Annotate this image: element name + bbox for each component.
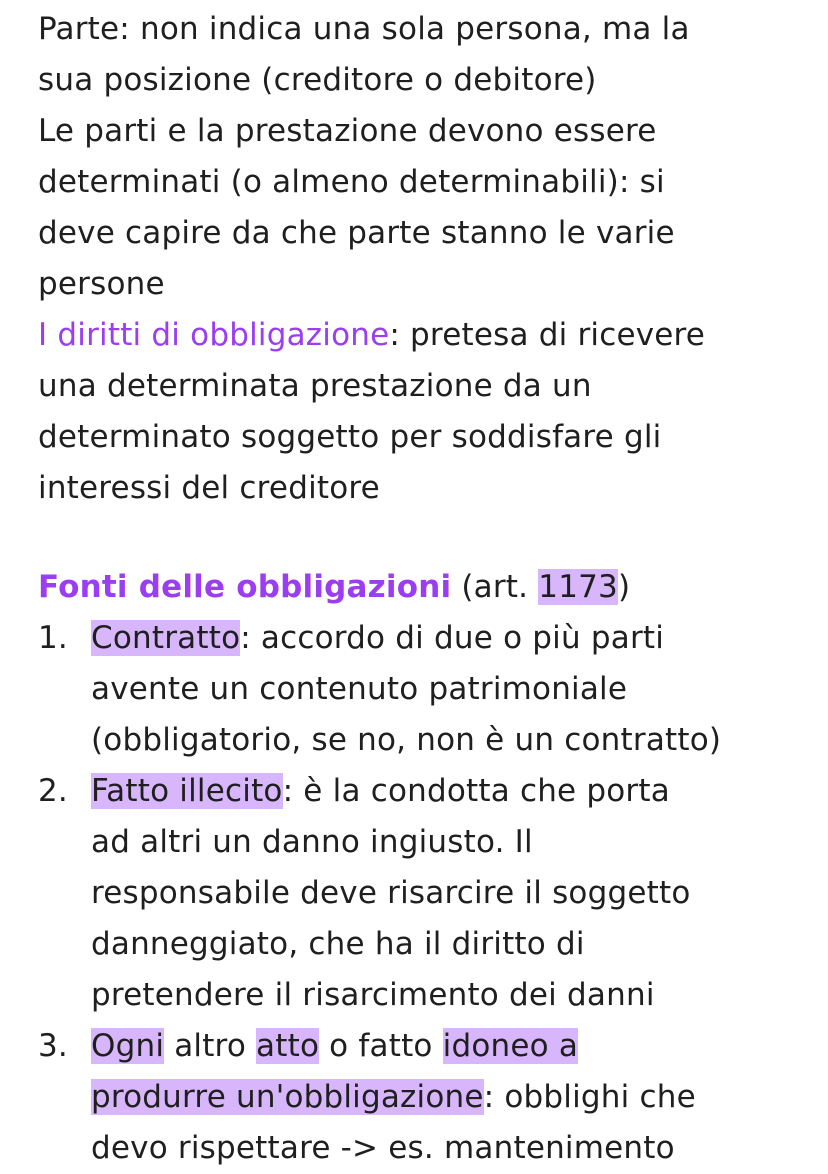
- note-line: [91, 613, 818, 664]
- text-span: : pretesa di ricevere: [389, 317, 706, 353]
- note-line: [38, 310, 818, 361]
- section-gap: [38, 514, 818, 562]
- heading-fonti: Fonti delle obbligazioni: [38, 569, 452, 605]
- note-line: devo rispettare -> es. mantenimento: [91, 1130, 675, 1166]
- text-span: : è la condotta che porta: [282, 773, 670, 809]
- note-line: responsabile deve risarcire il soggetto: [91, 875, 691, 911]
- text-span: ): [617, 569, 631, 605]
- note-line: ad altri un danno ingiusto. Il: [91, 824, 533, 860]
- notes-page: [38, 4, 818, 1174]
- list-number: 3.: [38, 1028, 68, 1064]
- note-line: [38, 4, 818, 55]
- term-contratto-highlight: Contratto: [91, 620, 241, 656]
- highlight-idoneo: idoneo a: [442, 1028, 579, 1064]
- article-number-highlight: 1173: [538, 569, 618, 605]
- note-line: deve capire da che parte stanno le varie: [38, 215, 675, 251]
- highlight-produrre-obbligazione: produrre un'obbligazione: [91, 1079, 484, 1115]
- text-span: : accordo di due o più parti: [240, 620, 665, 656]
- note-line: Le parti e la prestazione devono essere: [38, 113, 657, 149]
- highlight-ogni: Ogni: [91, 1028, 165, 1064]
- note-line: pretendere il risarcimento dei danni: [91, 977, 655, 1013]
- note-line: interessi del creditore: [38, 470, 380, 506]
- note-line: (obbligatorio, se no, non è un contratto): [91, 722, 722, 758]
- note-line: [91, 766, 818, 817]
- list-number: 2.: [38, 773, 68, 809]
- note-line: una determinata prestazione da un: [38, 368, 592, 404]
- term-fatto-illecito-highlight: Fatto illecito: [91, 773, 283, 809]
- note-line: determinati (o almeno determinabili): si: [38, 164, 665, 200]
- text-span: o fatto: [319, 1028, 443, 1064]
- list-number: 1.: [38, 620, 68, 656]
- note-line: [91, 1072, 818, 1123]
- note-line: danneggiato, che ha il diritto di: [91, 926, 585, 962]
- note-line: persone: [38, 266, 165, 302]
- text-span: : obblighi che: [483, 1079, 696, 1115]
- highlight-atto: atto: [256, 1028, 320, 1064]
- term-diritti-obbligazione: I diritti di obbligazione: [38, 317, 390, 353]
- text-span: (art.: [451, 569, 539, 605]
- term-parte: Parte: [38, 11, 120, 47]
- list-item-contratto: [38, 613, 818, 766]
- text-span: altro: [164, 1028, 257, 1064]
- note-line: sua posizione (creditore o debitore): [38, 62, 597, 98]
- list-item-fatto-illecito: [38, 766, 818, 1021]
- text-span: : non indica una sola persona, ma la: [119, 11, 690, 47]
- note-line: determinato soggetto per soddisfare gli: [38, 419, 662, 455]
- section-heading: [38, 562, 818, 613]
- list-item-altro-atto: [38, 1021, 818, 1174]
- note-line: [91, 1021, 818, 1072]
- note-line: avente un contenuto patrimoniale: [91, 671, 628, 707]
